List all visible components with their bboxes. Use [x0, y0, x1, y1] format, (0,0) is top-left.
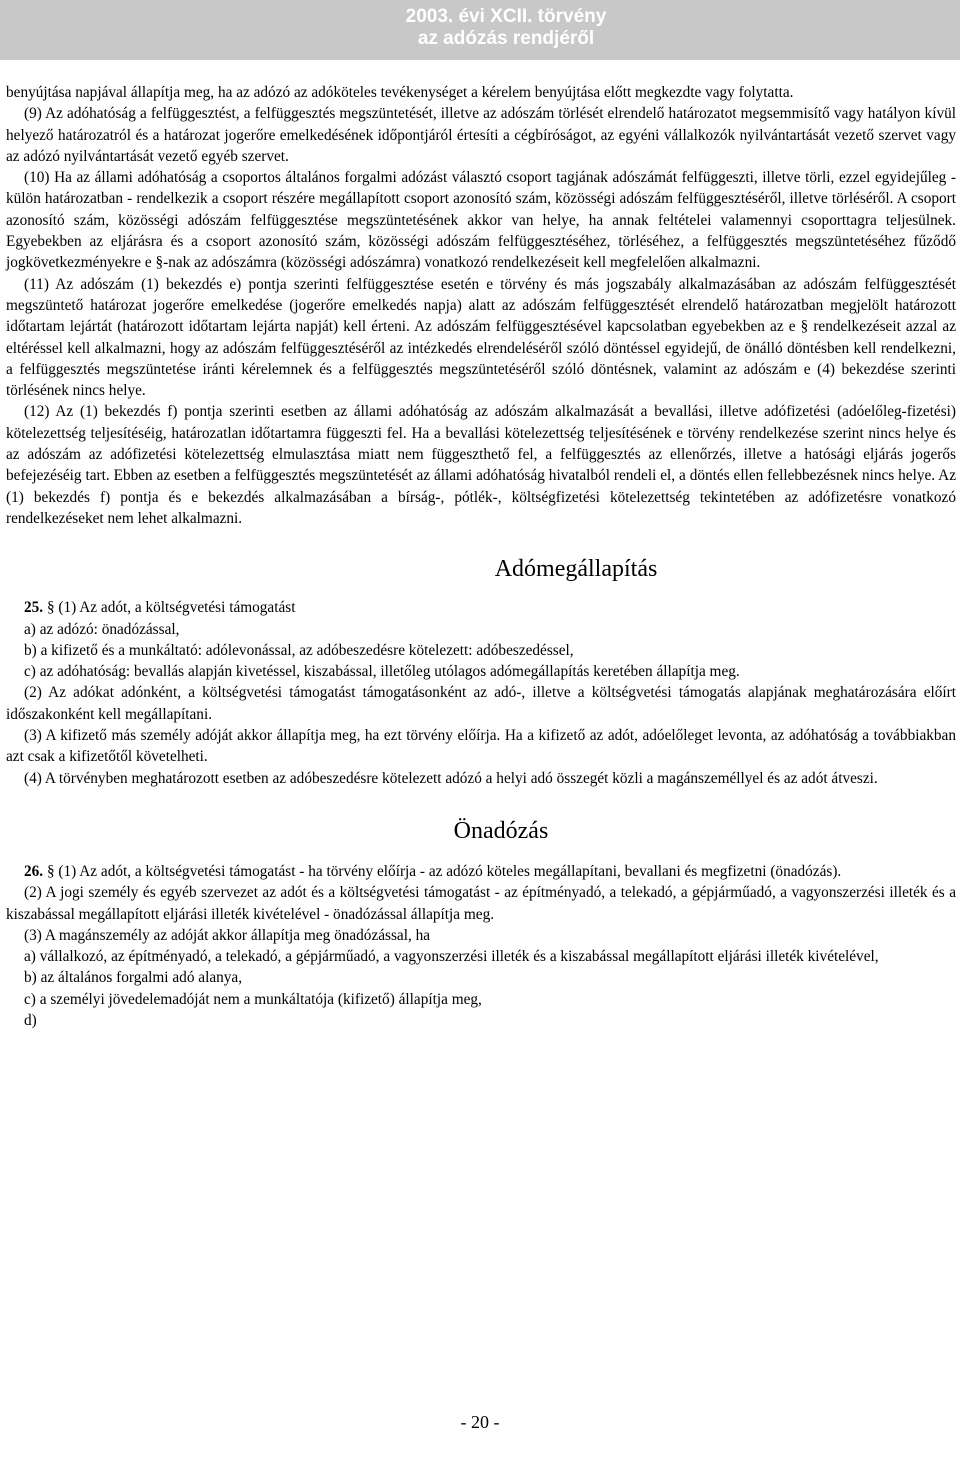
list-item: d): [24, 1011, 37, 1029]
list-item: c) az adóhatóság: bevallás alapján kivetéssel, kiszabással, illetőleg utólagos adómegállapítás keretében állapítja meg.: [24, 663, 740, 681]
law-title: 2003. évi XCII. törvény: [405, 6, 607, 27]
list-item: a) az adózó: önadózással,: [24, 620, 180, 638]
section-number: 26.: [24, 862, 44, 880]
paragraph: (2) Az adókat adónként, a költségvetési támogatást támogatásonként az adó-, illetve a költségvetési támogatás alapjának meghatározására előírt időszakonként kell megállapítani.: [6, 684, 956, 723]
document-body: [6, 82, 956, 1031]
page-number: - 20 -: [460, 1412, 500, 1432]
section-text: § (1) Az adót, a költségvetési támogatást: [46, 599, 296, 617]
paragraph-9: (9) Az adóhatóság a felfüggesztést, a felfüggesztés megszüntetését, illetve az adószám törlését elrendelő határozatot megsemmisítő vagy hatályon kívül helyező határozatról és a határozat jogerőre emelkedésének időpontjáról értesíti a cégbíróságot, az egyéni vállalkozók nyilvántartását vezető szervet vagy az adózó nyilvántartását vezető egyéb szervet.: [6, 105, 956, 165]
page-header: [0, 0, 960, 60]
paragraph: (3) A magánszemély az adóját akkor állapítja meg önadózással, ha: [24, 926, 431, 944]
section-26-intro: [6, 861, 956, 882]
section-text: § (1) Az adót, a költségvetési támogatást - ha törvény előírja - az adózó köteles megállapítani, bevallani és megfizetni (önadózás).: [46, 862, 842, 880]
paragraph-11: (11) Az adószám (1) bekezdés e) pontja szerinti felfüggesztése esetén e törvény és más jogszabály alkalmazásában az adószám felfüggesztését megszüntető határozat jogerőre emelkedése (jogerőre emelkedés napja) alatt az adószám felfüggesztését elrendelő határozatban megjelölt határozott időtartam lejártát (határozott időtartam lejárta napját) kell érteni. Az adószám felfüggesztésével kapcsolatban egyebekben az e § rendelkezéseit azzal az eltéréssel kell alkalmazni, hogy az adószám felfüggesztéséről az intézkedés elrendeléséről szóló döntéssel egyidejű, de önálló döntésben kell rendelkezni, a felfüggesztés megszüntetése iránti kérelemnek és a felfüggesztés megszüntetéséről szóló döntésnek, valamint az adószám e (4) bekezdése szerinti törlésének nincs helye.: [6, 275, 956, 400]
section-heading-onadozas: Önadózás: [453, 817, 549, 844]
law-subtitle: az adózás rendjéről: [417, 28, 595, 49]
list-item: b) a kifizető és a munkáltató: adólevonással, az adóbeszedésre kötelezett: adóbeszedéssel,: [24, 641, 574, 659]
paragraph: (3) A kifizető más személy adóját akkor állapítja meg, ha ezt törvény előírja. Ha a kifizető az adót, adóelőleget levonta, az adóhatóság a továbbiakban azt csak a kifizetőtől követelheti.: [6, 727, 956, 766]
paragraph-10: (10) Ha az állami adóhatóság a csoportos általános forgalmi adózást választó csoport tagjának adószámát felfüggeszti, illetve törli, ezzel egyidejűleg - külön határozatban - rendelkezik a csoport részére megállapított csoport azonosító szám, közösségi adószám felfüggesztéséről, illetve törléséről. A csoport azonosító szám, közösségi adószám felfüggesztése megszüntetésének akkor van helye, ha annak feltételei valamennyi csoporttagra teljesülnek. Egyebekben az eljárásra és a csoport azonosító szám, közösségi adószám felfüggesztéséhez, törléséhez, a felfüggesztés megszüntetéséhez fűződő jogkövetkezményekre e §-nak az adószámra (közösségi adószámra) vonatkozó rendelkezéseit kell megfelelően alkalmazni.: [6, 169, 956, 272]
list-item: c) a személyi jövedelemadóját nem a munkáltatója (kifizető) állapítja meg,: [24, 990, 482, 1008]
section-number: 25.: [24, 599, 44, 617]
list-item: a) vállalkozó, az építményadó, a telekadó, a gépjárműadó, a vagyonszerzési illeték és a kiszabással megállapított eljárási illeték kivételével,: [24, 948, 879, 966]
paragraph: (4) A törvényben meghatározott esetben az adóbeszedésre kötelezett adózó a helyi adó összegét közli a magánszeméllyel és az adót átveszi.: [24, 769, 878, 787]
section-heading-adomegallapitas: Adómegállapítás: [494, 556, 658, 583]
list-item: b) az általános forgalmi adó alanya,: [24, 969, 243, 987]
paragraph: (2) A jogi személy és egyéb szervezet az adót és a költségvetési támogatást - az építményadó, a telekadó, a gépjárműadó, a vagyonszerzési illeték és a kiszabással megállapított eljárási illeték kivételével - önadózással állapítja meg.: [6, 884, 956, 923]
section-25-intro: [6, 597, 956, 618]
paragraph-continuation: benyújtása napjával állapítja meg, ha az adózó az adóköteles tevékenységet a kérelem benyújtása előtt megkezdte vagy folytatta.: [6, 84, 794, 101]
paragraph-12: (12) Az (1) bekezdés f) pontja szerinti esetben az állami adóhatóság az adószám alkalmazását a bevallási, illetve adófizetési (adóelőleg-fizetési) kötelezettség teljesítéséig, határozatlan időtartamra függeszti fel. Ha a bevallási kötelezettség teljesítésének e törvény rendelkezése szerint nincs helye és az adószám az adófizetési kötelezettség elmulasztása miatt nem függeszthető fel, a felfüggesztés az ellenőrzés, illetve a hatósági eljárás jogerős befejezéséig tart. Ebben az esetben a felfüggesztés megszüntetését az állami adóhatóság hivatalból rendeli el, a döntés ellen fellebbezésnek nincs helye. Az (1) bekezdés f) pontja és e bekezdés alkalmazásában a bírság-, pótlék-, költségfizetési kötelezettség tekintetében az adófizetésre vonatkozó rendelkezéseket nem lehet alkalmazni.: [6, 403, 956, 527]
